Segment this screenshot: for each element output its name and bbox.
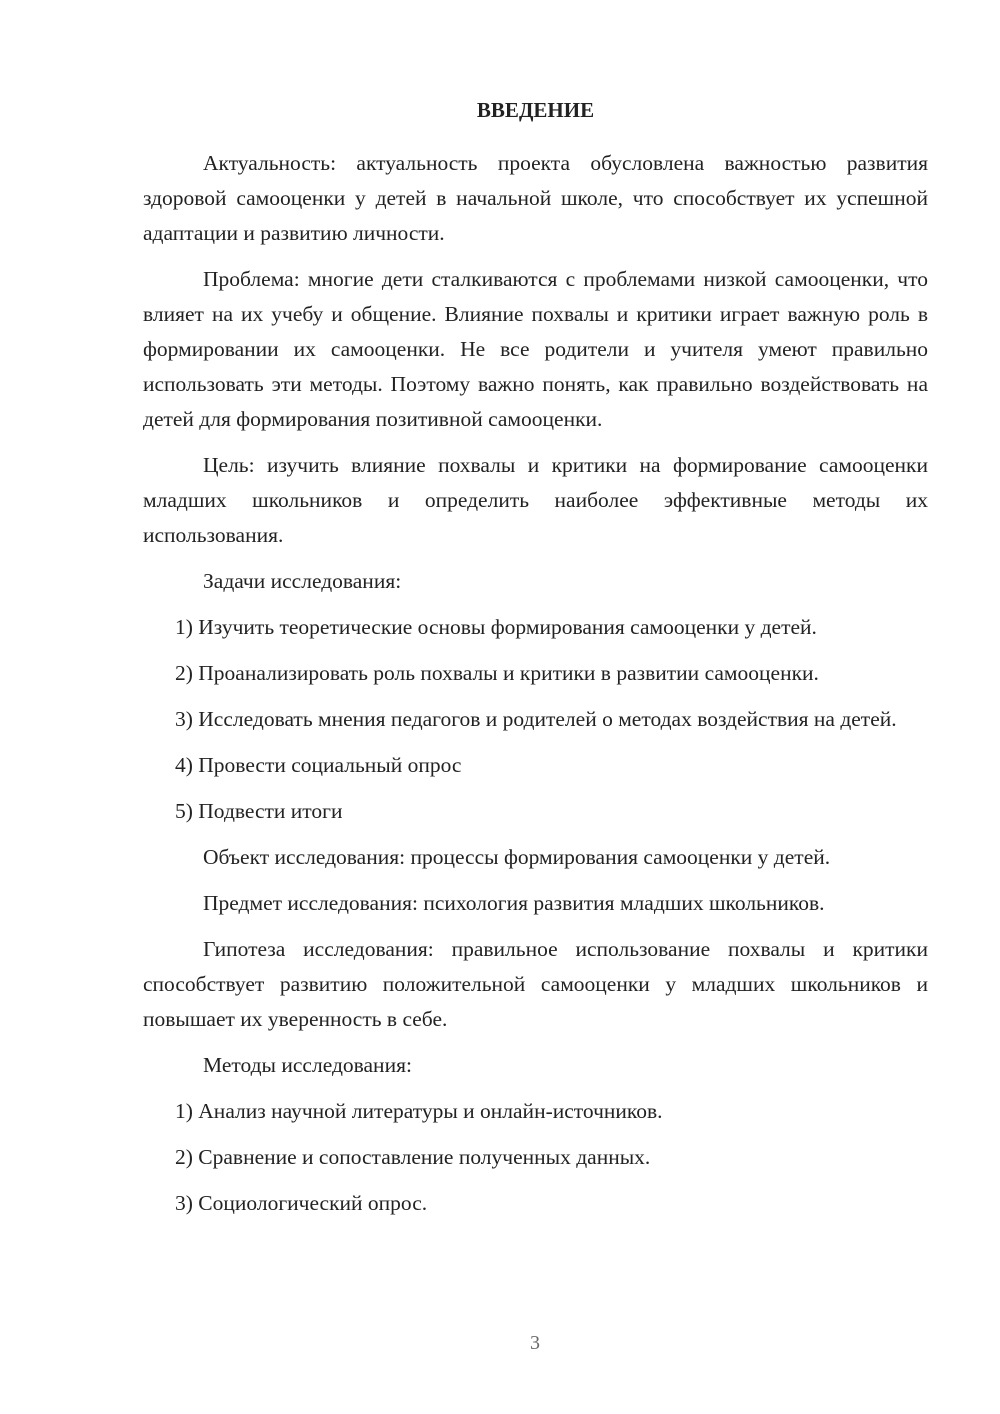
methods-title: Методы исследования: [203,1053,412,1077]
tasks-list [143,610,928,829]
goal-paragraph: Цель: изучить влияние похвалы и критики на формирование самооценки младших школьников и определить наиболее эффективные методы их использования. [143,453,928,547]
list-item: 3) Социологический опрос. [175,1191,428,1215]
methods-list [143,1094,928,1221]
relevance-paragraph: Актуальность: актуальность проекта обусловлена важностью развития здоровой самооценки у детей в начальной школе, что способствует их успешной адаптации и развитию личности. [143,151,928,245]
list-item: 4) Провести социальный опрос [175,753,462,777]
hypothesis-paragraph: Гипотеза исследования: правильное использование похвалы и критики способствует развитию положительной самооценки у младших школьников и повышает их уверенность в себе. [143,937,928,1031]
subject-paragraph: Предмет исследования: психология развития младших школьников. [203,891,825,915]
page-number: 3 [530,1332,540,1354]
list-item: 2) Сравнение и сопоставление полученных данных. [175,1145,651,1169]
page-heading: ВВЕДЕНИЕ [476,98,595,122]
list-item: 5) Подвести итоги [175,799,343,823]
problem-paragraph: Проблема: многие дети сталкиваются с проблемами низкой самооценки, что влияет на их учебу и общение. Влияние похвалы и критики играет важную роль в формировании их самооценки. Не все родители и учителя умеют правильно использовать эти методы. Поэтому важно понять, как правильно воздействовать на детей для формирования позитивной самооценки. [143,267,928,431]
list-item: 3) Исследовать мнения педагогов и родителей о методах воздействия на детей. [175,707,897,731]
list-item: 1) Изучить теоретические основы формирования самооценки у детей. [175,615,817,639]
document-page [143,92,928,1232]
list-item: 2) Проанализировать роль похвалы и критики в развитии самооценки. [175,661,819,685]
object-paragraph: Объект исследования: процессы формирования самооценки у детей. [203,845,831,869]
tasks-title: Задачи исследования: [203,569,402,593]
list-item: 1) Анализ научной литературы и онлайн-источников. [175,1099,663,1123]
